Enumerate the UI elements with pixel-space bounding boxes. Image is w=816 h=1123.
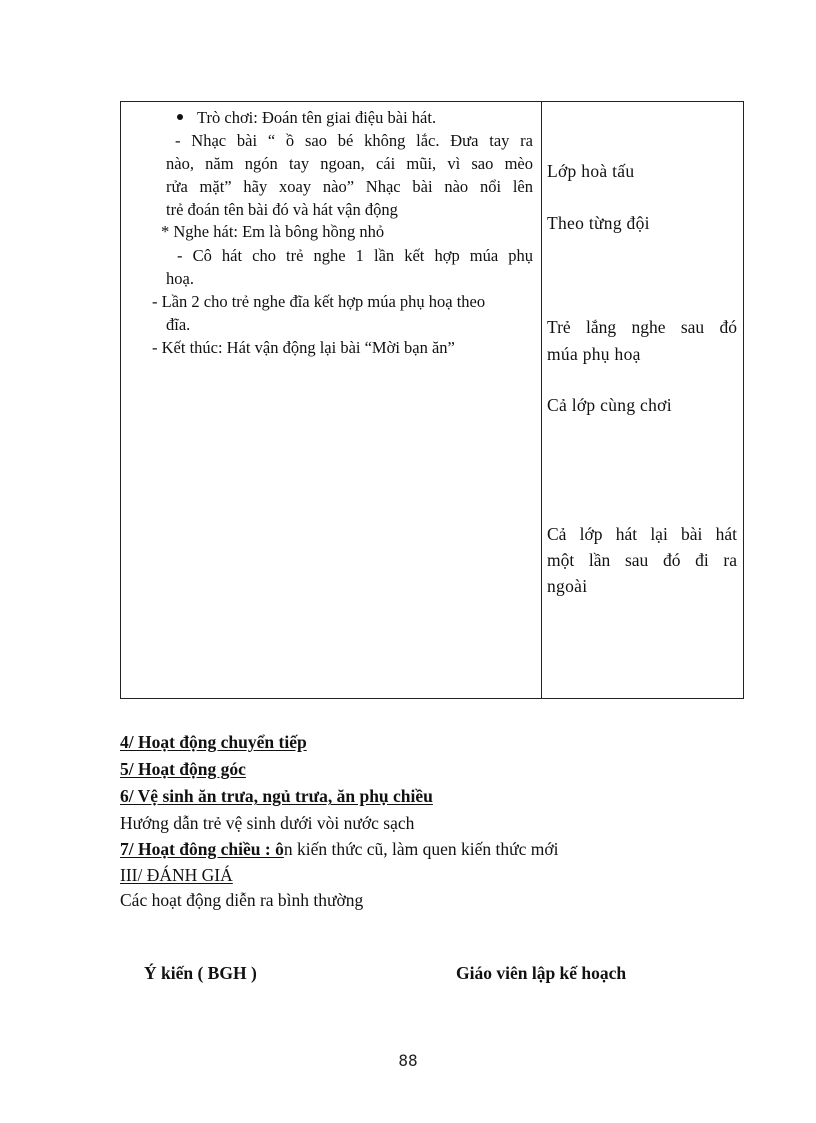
section-corner-activity: 5/ Hoạt động góc bbox=[120, 759, 246, 779]
note-go-out: một lần sau đó đi ra bbox=[547, 550, 737, 570]
note-teams: Theo từng đội bbox=[547, 213, 650, 233]
signature-bgh: Ý kiến ( BGH ) bbox=[144, 963, 257, 983]
note-outside: ngoài bbox=[547, 576, 588, 596]
activity-line: đĩa. bbox=[166, 315, 191, 334]
activity-table bbox=[120, 101, 744, 699]
note-play: Cả lớp cùng chơi bbox=[547, 395, 672, 415]
activity-line: - Cô hát cho trẻ nghe 1 lần kết hợp múa phụ bbox=[177, 246, 533, 265]
note-sing-again: Cả lớp hát lại bài hát bbox=[547, 524, 737, 544]
section-evaluation: III/ ĐÁNH GIÁ bbox=[120, 865, 233, 885]
activity-line: rửa mặt” hãy xoay nào” Nhạc bài nào nổi lên bbox=[166, 177, 533, 196]
section-afternoon bbox=[120, 837, 558, 861]
afternoon-text: n kiến thức cũ, làm quen kiến thức mới bbox=[283, 839, 559, 859]
activity-line: - Kết thúc: Hát vận động lại bài “Mời bạn ăn” bbox=[152, 338, 455, 357]
activity-line: hoạ. bbox=[166, 269, 194, 288]
evaluation-text: Các hoạt động diễn ra bình thường bbox=[120, 890, 364, 910]
note-orchestra: Lớp hoà tấu bbox=[547, 161, 635, 181]
listening-heading: * Nghe hát: Em là bông hồng nhỏ bbox=[161, 222, 385, 241]
hygiene-instruction: Hướng dẫn trẻ vệ sinh dưới vòi nước sạch bbox=[120, 813, 415, 833]
signature-teacher: Giáo viên lập kế hoạch bbox=[456, 963, 627, 983]
activity-content-column bbox=[121, 102, 541, 698]
note-dance: múa phụ hoạ bbox=[547, 344, 641, 364]
activity-line: - Nhạc bài “ ồ sao bé không lắc. Đưa tay ra bbox=[175, 131, 533, 150]
afternoon-heading: 7/ Hoạt đông chiều : ô bbox=[120, 839, 284, 859]
activity-line: trẻ đoán tên bài đó và hát vận động bbox=[166, 200, 398, 219]
bullet-icon bbox=[177, 114, 183, 120]
activity-line: - Lần 2 cho trẻ nghe đĩa kết hợp múa phụ hoạ theo bbox=[152, 292, 486, 311]
organization-column bbox=[542, 102, 744, 698]
section-hygiene-lunch: 6/ Vệ sinh ăn trưa, ngủ trưa, ăn phụ chiều bbox=[120, 786, 433, 806]
section-transition: 4/ Hoạt động chuyển tiếp bbox=[120, 732, 307, 752]
note-listen: Trẻ lắng nghe sau đó bbox=[547, 317, 737, 337]
page-number: 88 bbox=[398, 1051, 418, 1070]
activity-game-title: Trò chơi: Đoán tên giai điệu bài hát. bbox=[197, 108, 437, 127]
activity-line: nào, năm ngón tay ngoan, cái mũi, vì sao mèo bbox=[166, 154, 533, 173]
